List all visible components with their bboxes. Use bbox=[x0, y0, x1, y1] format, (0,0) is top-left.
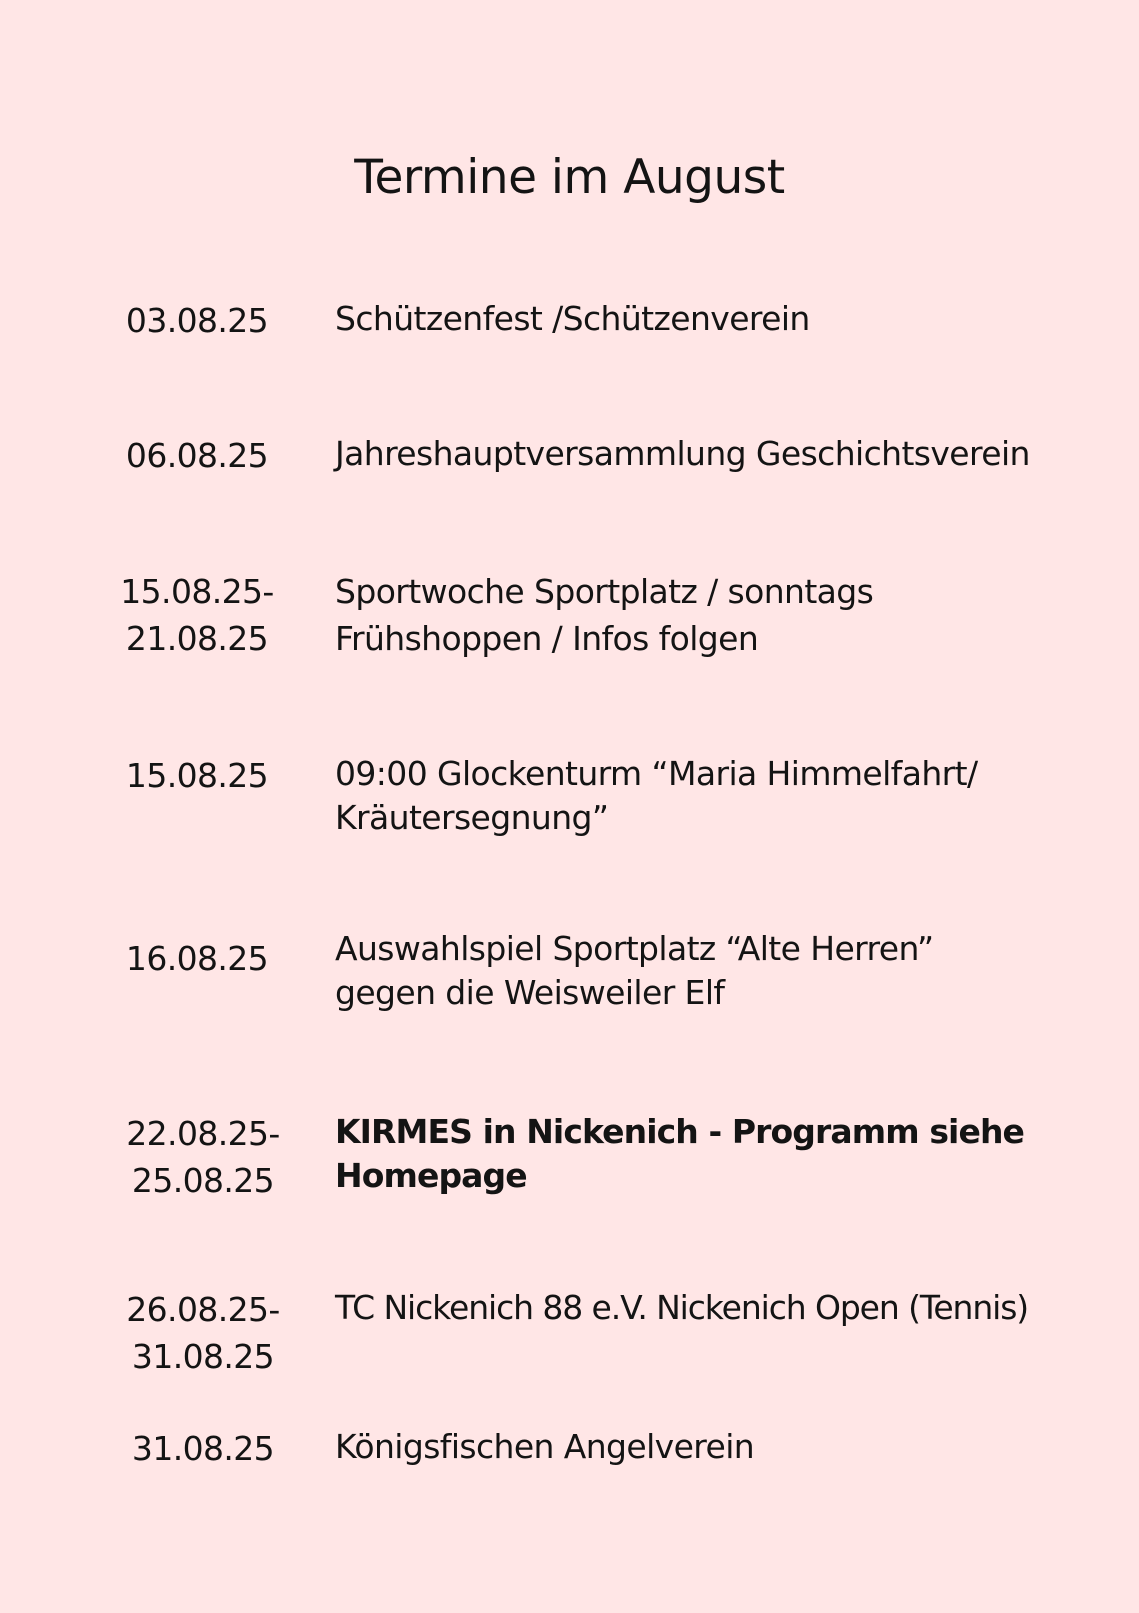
event-description bbox=[335, 927, 1125, 1015]
event-text-line: Königsfischen Angelverein bbox=[335, 1427, 755, 1466]
event-date bbox=[100, 935, 294, 982]
event-date bbox=[100, 297, 294, 344]
event-description bbox=[335, 297, 1125, 341]
event-date-line: 15.08.25 bbox=[125, 756, 269, 795]
event-date-line: 26.08.25- bbox=[126, 1290, 280, 1329]
event-description bbox=[335, 1286, 1125, 1330]
page-title: Termine im August bbox=[354, 150, 785, 205]
event-date-line: 25.08.25 bbox=[131, 1161, 275, 1200]
event-description bbox=[335, 752, 1125, 840]
event-date-line: 03.08.25 bbox=[125, 301, 269, 340]
event-text-line: Auswahlspiel Sportplatz “Alte Herren” bbox=[335, 929, 934, 968]
event-text-line: Homepage bbox=[335, 1156, 527, 1195]
event-description bbox=[335, 1425, 1125, 1469]
event-text-line: Schützenfest /Schützenverein bbox=[335, 299, 810, 338]
event-date bbox=[100, 432, 294, 479]
event-date-line: 31.08.25 bbox=[131, 1429, 275, 1468]
event-date bbox=[100, 752, 294, 799]
event-date-line: 21.08.25 bbox=[125, 619, 269, 658]
event-description bbox=[335, 432, 1125, 476]
event-date-line: 16.08.25 bbox=[125, 939, 269, 978]
event-date bbox=[100, 568, 294, 662]
event-description bbox=[335, 568, 1125, 662]
event-text-line: TC Nickenich 88 e.V. Nickenich Open (Tennis) bbox=[335, 1288, 1029, 1327]
event-text-line: Jahreshauptversammlung Geschichtsverein bbox=[335, 434, 1030, 473]
event-text-line: Frühshoppen / Infos folgen bbox=[335, 619, 759, 658]
event-date-line: 31.08.25 bbox=[131, 1337, 275, 1376]
event-date-line: 06.08.25 bbox=[125, 436, 269, 475]
event-text-line: KIRMES in Nickenich - Programm siehe bbox=[335, 1112, 1025, 1151]
event-text-line: Sportwoche Sportplatz / sonntags bbox=[335, 572, 874, 611]
event-date bbox=[106, 1286, 300, 1380]
event-date bbox=[106, 1110, 300, 1204]
event-description bbox=[335, 1110, 1125, 1198]
event-date-line: 15.08.25- bbox=[120, 572, 274, 611]
event-date-line: 22.08.25- bbox=[126, 1114, 280, 1153]
event-text-line: 09:00 Glockenturm “Maria Himmelfahrt/ bbox=[335, 754, 978, 793]
event-date bbox=[106, 1425, 300, 1472]
event-text-line: gegen die Weisweiler Elf bbox=[335, 973, 725, 1012]
event-text-line: Kräutersegnung” bbox=[335, 798, 609, 837]
